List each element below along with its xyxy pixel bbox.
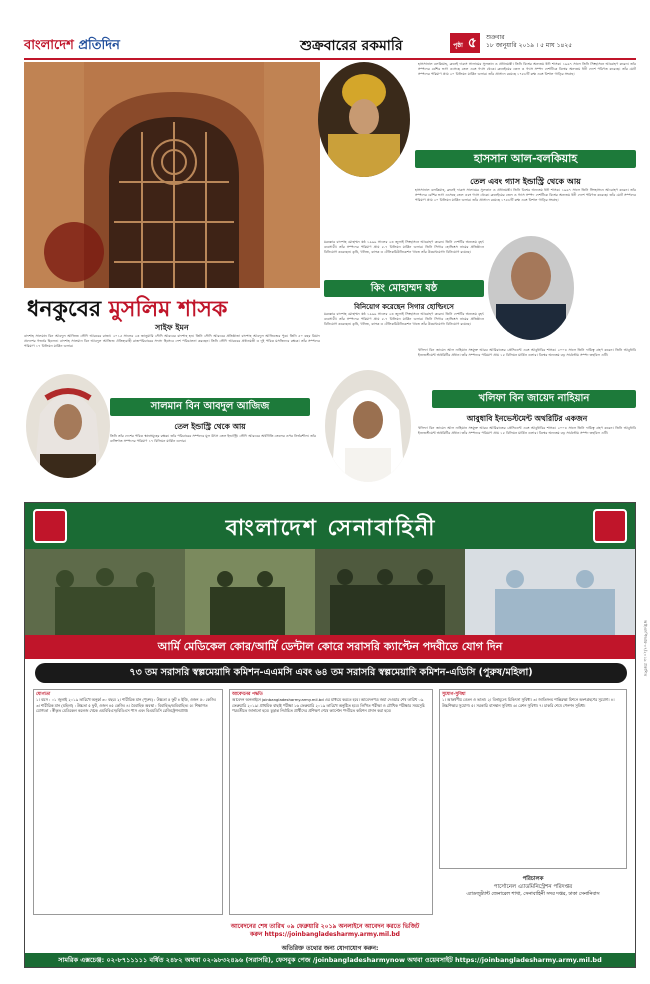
hassan-body-text: হাসসানাল বলকিয়াহ, ব্রুনেই দারুস সালামের সুলতান ও প্রধানমন্ত্রী। তিনি বিশ্বের অন্যতম ধনী শাসক। ১৯৬৭ সালে তিনি সিংহাসনে আরোহণ করেন। তাঁর সম্পদের বেশির ভাগ এসেছে তেল এবং গ্যাস থেকে। ব্রুনেইয়ের তেল ও গ্যাস সম্পদ দেশটিকে বিশ্বের অন্যতম ধনী দেশে পরিণত করেছে। তাঁর মোট সম্পদের পরিমাণ প্রায় ২০ বিলিয়ন মার্কিন ডলার। তাঁর প্রাসাদে রয়েছে ১৭৮৮টি কক্ষ এবং বিশাল গাড়ির সংগ্রহ। [415, 188, 636, 202]
apply-note: আবেদনের শেষ তারিখ ০৯ ফেব্রুয়ারি ২০১৯ অনলাইনে আবেদন করতে ভিজিট করুন https://joinbangladesharmy.army.mil.bd [230, 923, 420, 938]
masthead-part1: বাংলাদেশ [24, 38, 74, 53]
army-emblem-right-icon [593, 509, 627, 543]
mohammed-subtitle: বিনিয়োগ করেছেন সিগার হোল্ডিংসে [354, 303, 454, 311]
commission-banner: ৭৩ তম সরাসরি স্বল্পমেয়াদি কমিশন-এএমসি এবং ৬৪ তম সরাসরি স্বল্পমেয়াদি কমিশন-এডিসি (পুরুষ/মহিলা) [35, 663, 627, 683]
middle-body-text: মরক্কোর বাদশাহ মোহাম্মদ ষষ্ঠ ১৯৯৯ সালের ২৩ জুলাই সিংহাসনে আরোহণ করেন। তিনি দেশটির অন্যতম বৃহৎ ব্যবসায়ী। তাঁর সম্পদের পরিমাণ প্রায় ৫.৭ বিলিয়ন মার্কিন ডলার। তিনি সিগার হোল্ডিংস নামের প্রতিষ্ঠানে বিনিয়োগ করেছেন। কৃষি, খনিজ, ব্যাংক ও টেলিকমিউনিকেশন খাতে তাঁর উল্লেখযোগ্য বিনিয়োগ রয়েছে। [324, 240, 484, 254]
arch-photo [24, 62, 320, 288]
sultan-brunei-photo [318, 62, 410, 177]
army-emblem-left-icon [33, 509, 67, 543]
application-box [229, 689, 433, 915]
author-byline: সাইফ ইমন [155, 323, 189, 332]
feature-title [27, 292, 227, 329]
day-label: শুক্রবার [486, 34, 505, 41]
signatory-office: এ্যাডজুট্যান্ট জেনারেল শাখা, সেনাবাহিনী সদর দপ্তর, ঢাকা সেনানিবাস [466, 892, 600, 897]
title-part1: ধনকুবের [27, 297, 102, 322]
army-title: বাংলাদেশ সেনাবাহিনী [225, 516, 437, 541]
date-label: ১৮ জানুয়ারি ২০১৯ । ৫ মাঘ ১৪২৫ [486, 42, 573, 49]
eligibility-box [33, 689, 223, 915]
title-part2: মুসলিম শাসক [108, 297, 228, 322]
hassan-name-band: হাসসান আল-বলকিয়াহ [415, 150, 636, 168]
application-text: আবেদন অনলাইনে joinbangladesharmy.army.mil.bd এর মাধ্যমে করতে হবে। আবেদনপত্র জমা দেওয়ার শেষ তারিখ ০৯ ফেব্রুয়ারি ২০১৯। প্রাথমিক বাছাই পরীক্ষা ১৬ ফেব্রুয়ারি ২০১৯ তারিখে অনুষ্ঠিত হবে। লিখিত পরীক্ষা ও মৌখিক পরীক্ষার সময়সূচি পরবর্তীতে জানানো হবে। চূড়ান্ত নির্বাচিত প্রার্থীদের প্রশিক্ষণ শেষে ক্যাপ্টেন পদবীতে কমিশন প্রদান করা হবে। [232, 697, 425, 714]
page-label: পৃষ্ঠা [453, 42, 463, 49]
benefits-box [439, 689, 627, 869]
army-header [25, 503, 635, 549]
feature-intro-text: বাদশাহ সালমান বিন আবদুল আজিজ সৌদি আরবের রাজা। ২০১৫ সালের ২৩ জানুয়ারি সৌদি আরবের বাদশাহ হন। তিনি সৌদি আরবের প্রতিষ্ঠাতা বাদশাহ আবদুল আজিজের পুত্র। তিনি ৫০ বছর রিয়াদ প্রদেশের গভর্নর ছিলেন। বাদশাহ সালমান বিন আবদুল আজিজ ঐতিহ্যবাহী রাজপরিবারের সদস্য হিসেবে দেশ পরিচালনা করছেন। তিনি সৌদি আরবের প্রধানমন্ত্রী ও দুই পবিত্র মসজিদের রক্ষক। তাঁর সম্পদের পরিমাণ ১৭ বিলিয়ন মার্কিন ডলার। [24, 334, 320, 348]
masthead-logo [24, 36, 120, 57]
mohammed-body-text: মরক্কোর বাদশাহ মোহাম্মদ ষষ্ঠ ১৯৯৯ সালের ২৩ জুলাই সিংহাসনে আরোহণ করেন। তিনি দেশটির অন্যতম বৃহৎ ব্যবসায়ী। তাঁর সম্পদের পরিমাণ প্রায় ৫.৭ বিলিয়ন মার্কিন ডলার। তিনি সিগার হোল্ডিংস নামের প্রতিষ্ঠানে বিনিয়োগ করেছেন। কৃষি, খনিজ, ব্যাংক ও টেলিকমিউনিকেশন খাতে তাঁর উল্লেখযোগ্য বিনিয়োগ রয়েছে। [324, 312, 484, 326]
eligibility-heading: যোগ্যতা [36, 692, 51, 697]
signatory-block [439, 875, 627, 899]
hassan-intro-text: হাসসানাল বলকিয়াহ, ব্রুনেই দারুস সালামের সুলতান ও প্রধানমন্ত্রী। তিনি বিশ্বের অন্যতম ধনী শাসক। ১৯৬৭ সালে তিনি সিংহাসনে আরোহণ করেন। তাঁর সম্পদের বেশির ভাগ এসেছে তেল এবং গ্যাস থেকে। ব্রুনেইয়ের তেল ও গ্যাস সম্পদ দেশটিকে বিশ্বের অন্যতম ধনী দেশে পরিণত করেছে। তাঁর মোট সম্পদের পরিমাণ প্রায় ২০ বিলিয়ন মার্কিন ডলার। তাঁর প্রাসাদে রয়েছে ১৭৮৮টি কক্ষ এবং বিশাল গাড়ির সংগ্রহ। [418, 62, 636, 76]
eligibility-text: ১। বয়স : ০১ জুলাই ২০১৯ তারিখে অনূর্ধ্ব ৩০ বছর। ২। শারীরিক মান (পুরুষ) : উচ্চতা ৫ ফুট ৪ ইঞ্চি, ওজন ৫০ কেজি। ৩। শারীরিক মান (মহিলা) : উচ্চতা ৫ ফুট, ওজন ৪৫ কেজি। ৪। বৈবাহিক অবস্থা : বিবাহিত/অবিবাহিত। ৫। শিক্ষাগত যোগ্যতা : স্বীকৃত মেডিকেল কলেজ থেকে এমবিবিএস/বিডিএস পাস এবং বিএমডিসি রেজিস্ট্রেশনপ্রাপ্ত। [36, 697, 216, 714]
salman-subtitle: তেল ইন্ডাস্ট্রি থেকে আয় [174, 422, 246, 431]
king-morocco-photo [488, 236, 574, 340]
more-info-label: অতিরিক্ত তথ্যের জন্য যোগাযোগ করুন: [281, 945, 379, 952]
khalifa-name-band: খলিফা বিন জায়েদ নাহিয়ান [432, 390, 636, 408]
signatory-title: পরিচালক [522, 876, 544, 882]
signatory-body: পার্সোনেল এ্যাডমিনিস্ট্রেশন পরিদপ্তর [493, 884, 573, 890]
king-salman-photo [26, 374, 110, 478]
benefits-text: ১। আকর্ষণীয় বেতন ও ভাতা। ২। বিনামূল্যে চিকিৎসা সুবিধা। ৩। জাতিসংঘ শান্তিরক্ষা মিশনে অংশগ্রহণের সুযোগ। ৪। উচ্চশিক্ষার সুযোগ। ৫। সরকারি বাসস্থান সুবিধা। ৬। রেশন সুবিধা। ৭। চাকরি শেষে পেনশন সুবিধা। [442, 697, 615, 708]
contact-bar: সামরিক এক্সচেঞ্জ: ০২-৮৭১১১১১ বর্ধিত ২৪৮২ অথবা ০২-৯৮৩২৪৯৬ (সরাসরি), ফেসবুক পেজ /joinbangladesharmynow অথবা ওয়েবসাইট https://joinbangladesharmy.army.mil.bd [25, 953, 635, 967]
page-number-badge [450, 33, 480, 53]
khalifa-intro-text: খলিফা বিন জায়েদ আল নাহিয়ান সংযুক্ত আরব আমিরাতের প্রেসিডেন্ট এবং আবুধাবির শাসক। ২০০৪ সালে তিনি দায়িত্ব গ্রহণ করেন। তিনি আবুধাবি ইনভেস্টমেন্ট অথরিটির প্রধান। তাঁর সম্পদের পরিমাণ প্রায় ১৫ বিলিয়ন মার্কিন ডলার। বিশ্বের অন্যতম বড় সার্বভৌম সম্পদ তহবিল এটি। [418, 348, 636, 357]
section-title: শুক্রবারের রকমারি [300, 38, 403, 54]
masthead-part2: প্রতিদিন [78, 38, 120, 53]
khalifa-photo [325, 370, 411, 482]
khalifa-subtitle: আবুধাবি ইনভেস্টমেন্ট অথরিটির একজন [466, 414, 588, 423]
header-rule [24, 58, 636, 60]
hassan-subtitle: তেল এবং গ্যাস ইন্ডাস্ট্রি থেকে আয় [470, 177, 581, 186]
benefits-heading: সুযোগ-সুবিধা [442, 692, 466, 697]
side-note: আইএসপিআর-০৭/২০১৯ প্রকাশিত [643, 620, 648, 677]
application-heading: আবেদনের পদ্ধতি [232, 692, 263, 697]
page-number: ৫ [467, 35, 477, 51]
mohammed-name-band: কিং মোহাম্মদ ষষ্ঠ [324, 280, 484, 297]
salman-body-text: তিনি তাঁর দেশের পবিত্র স্থানসমূহের রক্ষক। তাঁর পরিবারের সম্পদের মূল উৎস তেল ইন্ডাস্ট্রি। সৌদি আরবের অর্থনীতি তেলের ওপর নির্ভরশীল। তাঁর ব্যক্তিগত সম্পদের পরিমাণ ১৭ বিলিয়ন মার্কিন ডলার। [110, 434, 316, 443]
army-advertisement [24, 502, 636, 968]
date-block [486, 34, 572, 50]
recruit-banner: আর্মি মেডিকেল কোর/আর্মি ডেন্টাল কোরে সরাসরি ক্যাপ্টেন পদবীতে যোগ দিন [25, 635, 635, 659]
salman-name-band: সালমান বিন আবদুল আজিজ [110, 398, 310, 416]
khalifa-body-text: খলিফা বিন জায়েদ আল নাহিয়ান সংযুক্ত আরব আমিরাতের প্রেসিডেন্ট এবং আবুধাবির শাসক। ২০০৪ সালে তিনি দায়িত্ব গ্রহণ করেন। তিনি আবুধাবি ইনভেস্টমেন্ট অথরিটির প্রধান। তাঁর সম্পদের পরিমাণ প্রায় ১৫ বিলিয়ন মার্কিন ডলার। বিশ্বের অন্যতম বড় সার্বভৌম সম্পদ তহবিল এটি। [418, 426, 636, 435]
army-photo-strip [25, 549, 635, 635]
